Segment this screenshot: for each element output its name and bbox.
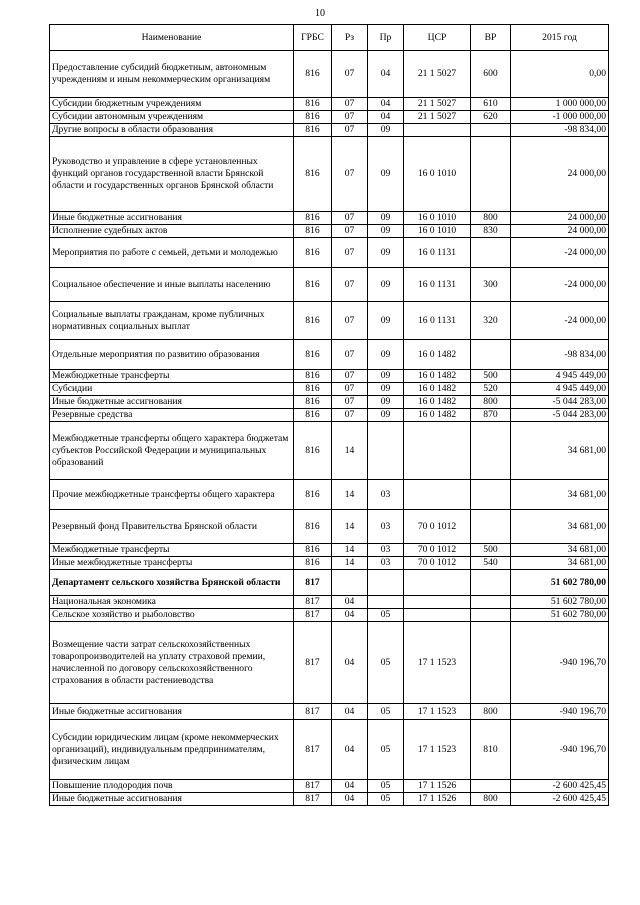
table-row <box>50 480 609 510</box>
row-vr-cell: 610 <box>471 98 511 111</box>
row-amount-cell: -24 000,00 <box>511 302 609 340</box>
row-name-cell: Иные межбюджетные трансферты <box>50 557 294 570</box>
table-row <box>50 98 609 111</box>
row-name-cell: Департамент сельского хозяйства Брянской области <box>50 570 294 596</box>
row-pr-cell: 05 <box>368 720 404 780</box>
row-csr-cell: 16 0 1482 <box>404 409 471 422</box>
row-name-cell: Субсидии юридическим лицам (кроме некоммерческих организаций), индивидуальным предпринимателям, физическим лицам <box>50 720 294 780</box>
row-pr-cell: 03 <box>368 480 404 510</box>
row-vr-cell <box>471 480 511 510</box>
table-row <box>50 124 609 137</box>
row-vr-cell <box>471 596 511 609</box>
row-vr-cell <box>471 340 511 370</box>
row-grbs-cell: 816 <box>294 396 332 409</box>
row-pr-cell: 09 <box>368 238 404 268</box>
row-grbs-cell: 816 <box>294 409 332 422</box>
row-name-cell: Резервные средства <box>50 409 294 422</box>
table-row <box>50 302 609 340</box>
row-amount-cell: 51 602 780,00 <box>511 570 609 596</box>
row-grbs-cell: 816 <box>294 98 332 111</box>
header-grbs: ГРБС <box>294 25 332 51</box>
row-amount-cell: 34 681,00 <box>511 544 609 557</box>
row-name-cell: Повышение плодородия почв <box>50 780 294 793</box>
row-name-cell: Иные бюджетные ассигнования <box>50 793 294 806</box>
row-grbs-cell: 817 <box>294 780 332 793</box>
row-csr-cell: 16 0 1131 <box>404 302 471 340</box>
row-vr-cell: 300 <box>471 268 511 302</box>
row-rz-cell: 04 <box>332 596 368 609</box>
row-csr-cell <box>404 480 471 510</box>
row-vr-cell: 800 <box>471 212 511 225</box>
table-row <box>50 622 609 704</box>
table-row <box>50 596 609 609</box>
row-grbs-cell: 816 <box>294 238 332 268</box>
row-csr-cell: 16 0 1131 <box>404 268 471 302</box>
table-row <box>50 51 609 98</box>
row-vr-cell: 320 <box>471 302 511 340</box>
row-vr-cell: 800 <box>471 704 511 720</box>
row-amount-cell: -940 196,70 <box>511 720 609 780</box>
row-amount-cell: 51 602 780,00 <box>511 596 609 609</box>
row-rz-cell: 07 <box>332 225 368 238</box>
row-name-cell: Межбюджетные трансферты <box>50 544 294 557</box>
table-row <box>50 111 609 124</box>
row-amount-cell: -1 000 000,00 <box>511 111 609 124</box>
row-pr-cell: 05 <box>368 780 404 793</box>
row-grbs-cell: 816 <box>294 111 332 124</box>
table-row <box>50 383 609 396</box>
row-csr-cell: 21 1 5027 <box>404 51 471 98</box>
row-amount-cell: -2 600 425,45 <box>511 780 609 793</box>
row-rz-cell: 07 <box>332 111 368 124</box>
header-pr: Пр <box>368 25 404 51</box>
header-csr: ЦСР <box>404 25 471 51</box>
row-pr-cell: 09 <box>368 212 404 225</box>
row-vr-cell <box>471 622 511 704</box>
row-csr-cell: 17 1 1523 <box>404 704 471 720</box>
row-grbs-cell: 816 <box>294 137 332 212</box>
row-rz-cell: 07 <box>332 302 368 340</box>
header-year: 2015 год <box>511 25 609 51</box>
row-csr-cell <box>404 609 471 622</box>
row-vr-cell: 520 <box>471 383 511 396</box>
row-pr-cell: 03 <box>368 510 404 544</box>
row-rz-cell: 07 <box>332 370 368 383</box>
row-rz-cell: 04 <box>332 704 368 720</box>
table-row <box>50 720 609 780</box>
row-name-cell: Субсидии автономным учреждениям <box>50 111 294 124</box>
row-csr-cell: 16 0 1482 <box>404 396 471 409</box>
row-name-cell: Социальное обеспечение и иные выплаты населению <box>50 268 294 302</box>
row-rz-cell: 07 <box>332 124 368 137</box>
row-pr-cell <box>368 570 404 596</box>
row-rz-cell: 14 <box>332 510 368 544</box>
row-grbs-cell: 817 <box>294 570 332 596</box>
row-amount-cell: 4 945 449,00 <box>511 383 609 396</box>
row-csr-cell: 17 1 1526 <box>404 793 471 806</box>
row-rz-cell: 07 <box>332 238 368 268</box>
row-name-cell: Социальные выплаты гражданам, кроме публичных нормативных социальных выплат <box>50 302 294 340</box>
row-vr-cell: 830 <box>471 225 511 238</box>
row-amount-cell: 1 000 000,00 <box>511 98 609 111</box>
row-amount-cell: -940 196,70 <box>511 704 609 720</box>
row-pr-cell: 09 <box>368 340 404 370</box>
row-rz-cell: 04 <box>332 780 368 793</box>
row-rz-cell: 04 <box>332 609 368 622</box>
row-pr-cell: 09 <box>368 268 404 302</box>
row-grbs-cell: 817 <box>294 596 332 609</box>
row-csr-cell: 16 0 1482 <box>404 383 471 396</box>
row-grbs-cell: 816 <box>294 268 332 302</box>
row-pr-cell: 09 <box>368 302 404 340</box>
row-pr-cell: 03 <box>368 544 404 557</box>
row-csr-cell <box>404 596 471 609</box>
row-grbs-cell: 816 <box>294 422 332 480</box>
row-amount-cell: -24 000,00 <box>511 268 609 302</box>
row-name-cell: Межбюджетные трансферты <box>50 370 294 383</box>
table-row <box>50 137 609 212</box>
table-row <box>50 570 609 596</box>
row-rz-cell: 07 <box>332 396 368 409</box>
header-name: Наименование <box>50 25 294 51</box>
row-vr-cell: 620 <box>471 111 511 124</box>
row-pr-cell: 04 <box>368 111 404 124</box>
page-number: 10 <box>315 8 325 19</box>
row-amount-cell: -2 600 425,45 <box>511 793 609 806</box>
row-amount-cell: 24 000,00 <box>511 212 609 225</box>
row-grbs-cell: 816 <box>294 340 332 370</box>
row-name-cell: Межбюджетные трансферты общего характера бюджетам субъектов Российской Федерации и муниципальных образований <box>50 422 294 480</box>
row-name-cell: Возмещение части затрат сельскохозяйственных товаропроизводителей на уплату страховой премии, начисленной по договору сельскохозяйственного страхования в области растениеводства <box>50 622 294 704</box>
row-csr-cell: 21 1 5027 <box>404 98 471 111</box>
row-rz-cell: 04 <box>332 720 368 780</box>
row-rz-cell: 07 <box>332 383 368 396</box>
row-grbs-cell: 816 <box>294 510 332 544</box>
row-name-cell: Предоставление субсидий бюджетным, автономным учреждениям и иным некоммерческим организациям <box>50 51 294 98</box>
row-csr-cell: 16 0 1482 <box>404 370 471 383</box>
row-amount-cell: -98 834,00 <box>511 124 609 137</box>
row-pr-cell: 05 <box>368 622 404 704</box>
row-pr-cell: 09 <box>368 225 404 238</box>
row-rz-cell: 07 <box>332 340 368 370</box>
row-csr-cell: 16 0 1010 <box>404 225 471 238</box>
row-pr-cell: 09 <box>368 124 404 137</box>
row-csr-cell: 16 0 1482 <box>404 340 471 370</box>
table-row <box>50 544 609 557</box>
row-amount-cell: 24 000,00 <box>511 137 609 212</box>
row-vr-cell <box>471 124 511 137</box>
row-amount-cell: 34 681,00 <box>511 422 609 480</box>
row-vr-cell: 870 <box>471 409 511 422</box>
row-amount-cell: 24 000,00 <box>511 225 609 238</box>
row-rz-cell: 04 <box>332 622 368 704</box>
row-name-cell: Прочие межбюджетные трансферты общего характера <box>50 480 294 510</box>
row-rz-cell: 07 <box>332 268 368 302</box>
row-amount-cell: -5 044 283,00 <box>511 409 609 422</box>
row-amount-cell: -5 044 283,00 <box>511 396 609 409</box>
row-vr-cell: 500 <box>471 370 511 383</box>
row-name-cell: Иные бюджетные ассигнования <box>50 704 294 720</box>
row-name-cell: Субсидии <box>50 383 294 396</box>
row-csr-cell: 16 0 1010 <box>404 212 471 225</box>
row-rz-cell: 07 <box>332 51 368 98</box>
row-amount-cell: -940 196,70 <box>511 622 609 704</box>
row-pr-cell: 03 <box>368 557 404 570</box>
row-rz-cell: 07 <box>332 98 368 111</box>
table-row <box>50 704 609 720</box>
row-vr-cell <box>471 570 511 596</box>
row-name-cell: Субсидии бюджетным учреждениям <box>50 98 294 111</box>
table-row <box>50 268 609 302</box>
table-row <box>50 557 609 570</box>
row-amount-cell: -98 834,00 <box>511 340 609 370</box>
row-pr-cell: 04 <box>368 98 404 111</box>
row-pr-cell: 05 <box>368 609 404 622</box>
row-csr-cell: 17 1 1523 <box>404 720 471 780</box>
row-amount-cell: 34 681,00 <box>511 480 609 510</box>
row-grbs-cell: 816 <box>294 124 332 137</box>
header-vr: ВР <box>471 25 511 51</box>
row-csr-cell: 17 1 1523 <box>404 622 471 704</box>
table-row <box>50 212 609 225</box>
row-grbs-cell: 816 <box>294 544 332 557</box>
row-pr-cell: 05 <box>368 793 404 806</box>
row-vr-cell: 500 <box>471 544 511 557</box>
row-grbs-cell: 817 <box>294 793 332 806</box>
row-pr-cell: 09 <box>368 383 404 396</box>
row-name-cell: Руководство и управление в сфере установленных функций органов государственной власти Брянской области и государственных органов Брянской области <box>50 137 294 212</box>
row-pr-cell: 09 <box>368 396 404 409</box>
row-rz-cell: 07 <box>332 409 368 422</box>
row-vr-cell: 540 <box>471 557 511 570</box>
row-grbs-cell: 817 <box>294 609 332 622</box>
row-vr-cell <box>471 238 511 268</box>
table-row <box>50 370 609 383</box>
row-pr-cell: 04 <box>368 51 404 98</box>
table-row <box>50 780 609 793</box>
table-row <box>50 396 609 409</box>
row-vr-cell <box>471 422 511 480</box>
row-grbs-cell: 816 <box>294 557 332 570</box>
row-amount-cell: 51 602 780,00 <box>511 609 609 622</box>
row-rz-cell <box>332 570 368 596</box>
row-pr-cell: 09 <box>368 137 404 212</box>
table-row <box>50 340 609 370</box>
row-rz-cell: 14 <box>332 422 368 480</box>
row-csr-cell: 21 1 5027 <box>404 111 471 124</box>
row-csr-cell: 16 0 1010 <box>404 137 471 212</box>
row-rz-cell: 07 <box>332 137 368 212</box>
row-vr-cell <box>471 510 511 544</box>
row-csr-cell <box>404 124 471 137</box>
row-pr-cell: 09 <box>368 409 404 422</box>
row-grbs-cell: 816 <box>294 225 332 238</box>
row-grbs-cell: 816 <box>294 480 332 510</box>
row-csr-cell: 16 0 1131 <box>404 238 471 268</box>
row-amount-cell: 4 945 449,00 <box>511 370 609 383</box>
row-grbs-cell: 816 <box>294 51 332 98</box>
row-name-cell: Исполнение судебных актов <box>50 225 294 238</box>
table-row <box>50 422 609 480</box>
row-rz-cell: 14 <box>332 480 368 510</box>
row-amount-cell: 0,00 <box>511 51 609 98</box>
row-pr-cell <box>368 422 404 480</box>
row-rz-cell: 04 <box>332 793 368 806</box>
row-rz-cell: 07 <box>332 212 368 225</box>
row-grbs-cell: 816 <box>294 302 332 340</box>
table-row <box>50 609 609 622</box>
row-grbs-cell: 817 <box>294 720 332 780</box>
row-pr-cell: 09 <box>368 370 404 383</box>
row-rz-cell: 14 <box>332 544 368 557</box>
row-vr-cell: 600 <box>471 51 511 98</box>
row-vr-cell <box>471 137 511 212</box>
row-grbs-cell: 816 <box>294 383 332 396</box>
row-csr-cell <box>404 570 471 596</box>
row-pr-cell <box>368 596 404 609</box>
row-vr-cell: 800 <box>471 396 511 409</box>
table-row <box>50 510 609 544</box>
row-amount-cell: 34 681,00 <box>511 510 609 544</box>
row-vr-cell <box>471 780 511 793</box>
row-name-cell: Иные бюджетные ассигнования <box>50 396 294 409</box>
row-grbs-cell: 817 <box>294 622 332 704</box>
table-row <box>50 225 609 238</box>
row-amount-cell: 34 681,00 <box>511 557 609 570</box>
row-vr-cell: 800 <box>471 793 511 806</box>
row-name-cell: Иные бюджетные ассигнования <box>50 212 294 225</box>
row-grbs-cell: 817 <box>294 704 332 720</box>
row-csr-cell <box>404 422 471 480</box>
row-grbs-cell: 816 <box>294 212 332 225</box>
row-name-cell: Резервный фонд Правительства Брянской области <box>50 510 294 544</box>
row-name-cell: Отдельные мероприятия по развитию образования <box>50 340 294 370</box>
row-name-cell: Другие вопросы в области образования <box>50 124 294 137</box>
row-vr-cell <box>471 609 511 622</box>
row-rz-cell: 14 <box>332 557 368 570</box>
table-row <box>50 238 609 268</box>
header-rz: Рз <box>332 25 368 51</box>
budget-table <box>49 24 609 806</box>
row-name-cell: Национальная экономика <box>50 596 294 609</box>
row-vr-cell: 810 <box>471 720 511 780</box>
row-name-cell: Сельское хозяйство и рыболовство <box>50 609 294 622</box>
row-csr-cell: 70 0 1012 <box>404 510 471 544</box>
row-amount-cell: -24 000,00 <box>511 238 609 268</box>
table-header-row <box>50 25 609 51</box>
table-row <box>50 793 609 806</box>
row-csr-cell: 70 0 1012 <box>404 557 471 570</box>
table-row <box>50 409 609 422</box>
row-csr-cell: 17 1 1526 <box>404 780 471 793</box>
row-pr-cell: 05 <box>368 704 404 720</box>
row-name-cell: Мероприятия по работе с семьей, детьми и молодежью <box>50 238 294 268</box>
row-grbs-cell: 816 <box>294 370 332 383</box>
row-csr-cell: 70 0 1012 <box>404 544 471 557</box>
